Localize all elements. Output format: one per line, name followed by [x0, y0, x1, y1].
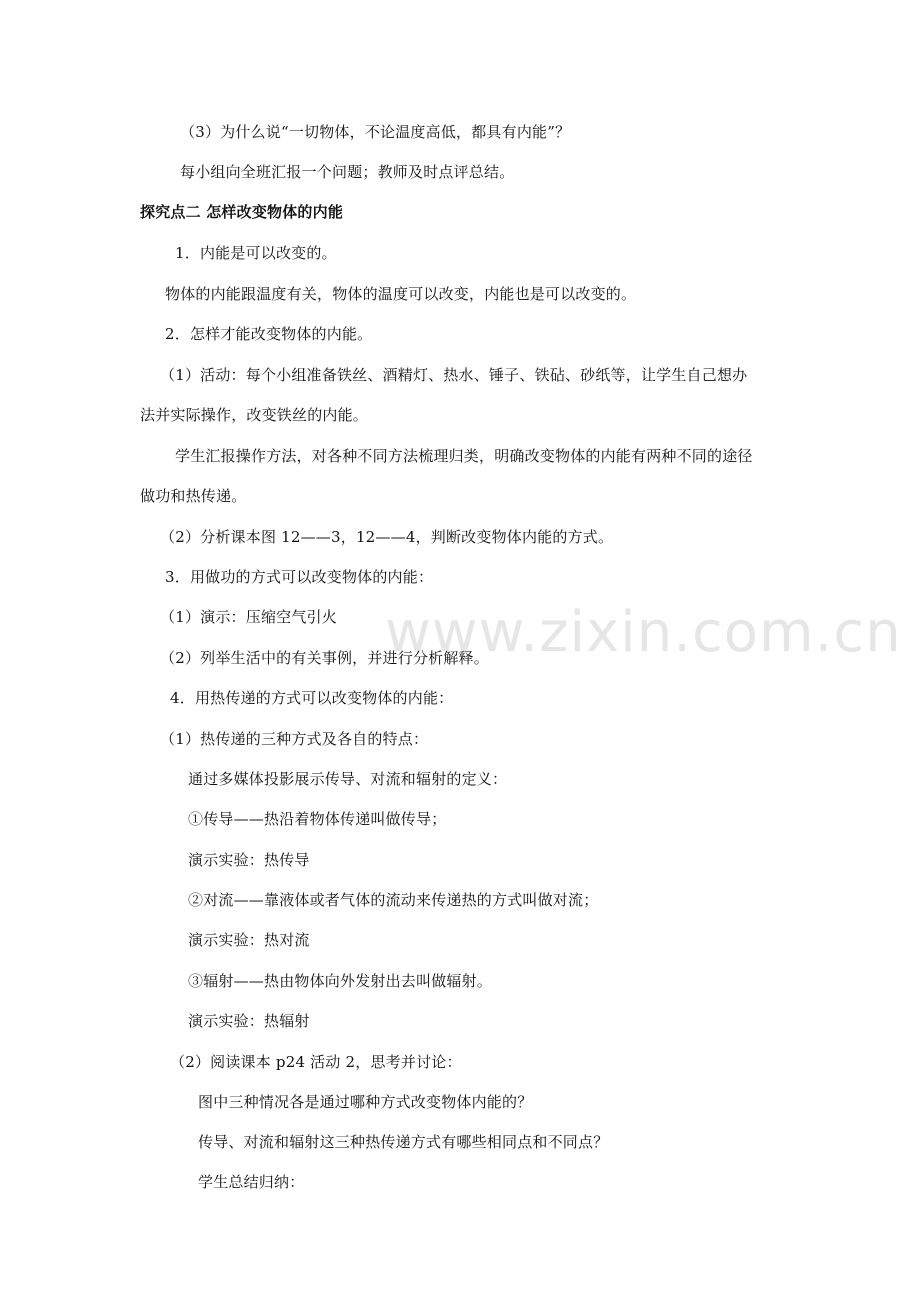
point-4-heading: 4．用热传递的方式可以改变物体的内能：	[170, 689, 454, 707]
section-heading-inquiry-point-2: 探究点二 怎样改变物体的内能	[140, 203, 344, 221]
watermark: www.zixin.com.cn	[385, 600, 902, 665]
multimedia-definitions: 通过多媒体投影展示传导、对流和辐射的定义：	[188, 770, 508, 788]
demo-conduction: 演示实验：热传导	[188, 851, 310, 869]
student-summary: 学生总结归纳：	[198, 1173, 305, 1191]
analysis-figure-12-3-12-4: （2）分析课本图 12——3，12——4，判断改变物体内能的方式。	[160, 528, 614, 546]
demo-radiation: 演示实验：热辐射	[188, 1012, 310, 1030]
conduction-definition: ①传导——热沿着物体传递叫做传导；	[188, 810, 447, 828]
point-1-explanation: 物体的内能跟温度有关，物体的温度可以改变，内能也是可以改变的。	[165, 285, 637, 303]
activity-1-line-2: 法并实际操作，改变铁丝的内能。	[140, 406, 369, 424]
read-textbook-p24-activity-2: （2）阅读课本 p24 活动 2，思考并讨论：	[170, 1053, 462, 1071]
student-report-line-2: 做功和热传递。	[140, 487, 247, 505]
radiation-definition: ③辐射——热由物体向外发射出去叫做辐射。	[188, 972, 493, 990]
point-3-heading: 3．用做功的方式可以改变物体的内能：	[165, 568, 434, 586]
point-1-heading: 1．内能是可以改变的。	[175, 244, 337, 262]
question-3-why-all-objects-have-internal-energy: （3）为什么说“一切物体，不论温度高低，都具有内能”？	[180, 123, 571, 141]
three-ways-of-heat-transfer: （1）热传递的三种方式及各自的特点：	[160, 730, 429, 748]
list-life-examples: （2）列举生活中的有关事例，并进行分析解释。	[160, 649, 489, 667]
student-report-line-1: 学生汇报操作方法，对各种不同方法梳理归类，明确改变物体的内能有两种不同的途径	[175, 447, 753, 465]
activity-1-line-1: （1）活动：每个小组准备铁丝、酒精灯、热水、锤子、铁砧、砂纸等，让学生自己想办	[160, 366, 748, 384]
demo-compressed-air-ignition: （1）演示：压缩空气引火	[160, 608, 337, 626]
demo-convection: 演示实验：热对流	[188, 931, 310, 949]
discussion-question-1: 图中三种情况各是通过哪种方式改变物体内能的？	[198, 1093, 533, 1111]
discussion-question-2: 传导、对流和辐射这三种热传递方式有哪些相同点和不同点？	[198, 1133, 609, 1151]
convection-definition: ②对流——靠液体或者气体的流动来传递热的方式叫做对流；	[188, 891, 599, 909]
group-report-instruction: 每小组向全班汇报一个问题；教师及时点评总结。	[180, 163, 515, 181]
point-2-heading: 2．怎样才能改变物体的内能。	[165, 325, 373, 343]
